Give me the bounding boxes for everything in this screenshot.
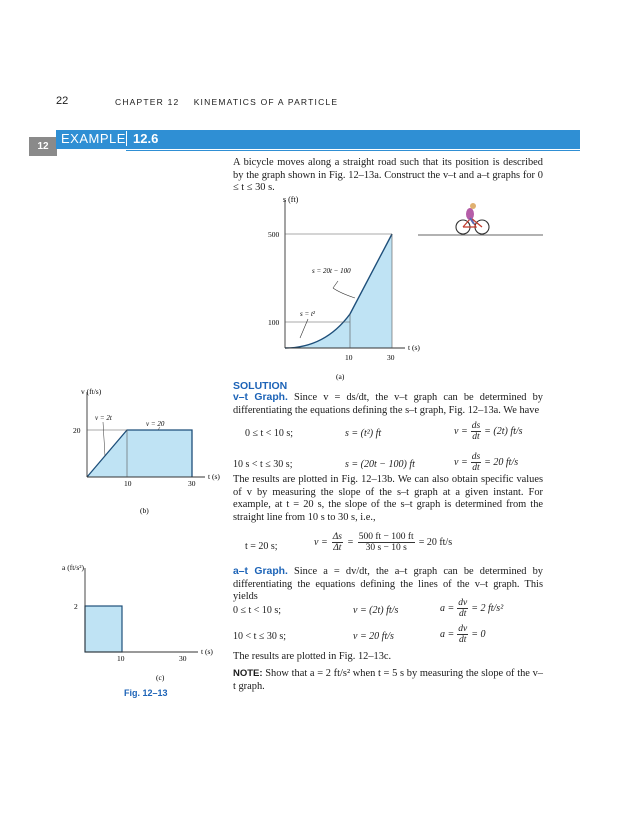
vt-eq2-num: ds <box>471 452 481 462</box>
at-caption: (c) <box>156 673 165 682</box>
example-label: EXAMPLE <box>61 131 126 146</box>
vt-eq3-t: t = 20 s; <box>245 541 278 552</box>
note-text: Show that a = 2 ft/s² when t = 5 s by measuring the slope of the v–t graph. <box>233 668 543 692</box>
vt-eq3-frac1 <box>332 532 343 553</box>
vt-eq2-lhs: v = <box>454 457 468 468</box>
st-ytick-500: 500 <box>268 230 280 239</box>
vt-graph <box>70 382 235 517</box>
at-xtick-10: 10 <box>117 654 125 663</box>
at-xtick-30: 30 <box>179 654 187 663</box>
st-caption: (a) <box>336 372 345 381</box>
at-eq2-den: dt <box>459 635 467 645</box>
st-ytick-100: 100 <box>268 318 280 327</box>
page-number: 22 <box>56 95 69 107</box>
vt-eq3-lhs: v = <box>314 537 328 548</box>
vt-ytick-20: 20 <box>73 426 81 435</box>
at-area <box>85 606 122 652</box>
vt-xtick-30: 30 <box>188 479 196 488</box>
vt-eq1-num: ds <box>471 421 481 431</box>
vt-label-ramp: v = 2t <box>95 414 112 422</box>
vt-eq3-num2: 500 ft − 100 ft <box>358 532 414 542</box>
vt-eq3-den: Δt <box>333 543 342 553</box>
chapter-label: CHAPTER 12 <box>115 97 180 107</box>
vt-eq2-range: 10 s < t ≤ 30 s; <box>233 459 293 470</box>
bicycle-illustration <box>418 200 543 240</box>
st-xtick-10: 10 <box>345 353 353 362</box>
vt-eq2-frac <box>471 452 481 473</box>
problem-statement: A bicycle moves along a straight road such that its position is described by the graph shown in Fig. 12–13a. Construct the v–t and a–t graphs for 0 ≤ t ≤ 30 s. <box>233 157 543 194</box>
at-eq1-lhs: a = <box>440 603 455 614</box>
at-graph <box>60 562 235 687</box>
vt-results: The results are plotted in Fig. 12–13b. We can also obtain specific values of v by measuring the slope of the s–t graph at a given instant. For example, at t = 20 s, the slope of the s–t graph is determined from the straight line from 10 s to 30 s, i.e., <box>233 474 543 523</box>
at-eq2-v: v = 20 ft/s <box>353 631 394 642</box>
vt-eq2-s: s = (20t − 100) ft <box>345 459 415 470</box>
at-eq2-lhs: a = <box>440 629 455 640</box>
vt-eq1-den: dt <box>472 432 480 442</box>
st-ylabel: s (ft) <box>283 195 299 204</box>
chapter-header <box>115 97 338 107</box>
vt-eq3-frac2 <box>358 532 415 553</box>
vt-xlabel: t (s) <box>208 472 220 481</box>
vt-ylabel: v (ft/s) <box>81 387 102 396</box>
vt-intro: Since v = ds/dt, the v–t graph can be determined by differentiating the equations defining the s–t graph, Fig. 12–13a. We have <box>233 392 543 416</box>
vt-eq1-frac <box>471 421 481 442</box>
st-label-line: s = 20t − 100 <box>312 267 351 275</box>
at-ytick-2: 2 <box>74 602 78 611</box>
vt-area <box>87 430 192 477</box>
vt-leader-1 <box>103 422 105 456</box>
st-graph <box>255 188 445 388</box>
at-eq1-den: dt <box>459 609 467 619</box>
at-eq2-frac <box>457 624 468 645</box>
vt-eq1-v <box>454 421 523 442</box>
vt-eq2-den: dt <box>472 463 480 473</box>
st-xlabel: t (s) <box>408 343 420 352</box>
st-label-parabola: s = t² <box>300 310 315 318</box>
vt-eq1-s: s = (t²) ft <box>345 428 382 439</box>
example-number: 12.6 <box>126 131 158 146</box>
vt-heading: v–t Graph. <box>233 392 288 403</box>
vt-eq3-eq: = <box>346 537 354 548</box>
chapter-title: KINEMATICS OF A PARTICLE <box>193 97 339 107</box>
vt-eq3-rhs: = 20 ft/s <box>418 537 453 548</box>
vt-caption: (b) <box>140 506 149 515</box>
vt-xtick-10: 10 <box>124 479 132 488</box>
at-intro: Since a = dv/dt, the a–t graph can be determined by differentiating the equations defining the lines of the v–t graph. This yields <box>233 566 543 603</box>
at-results: The results are plotted in Fig. 12–13c. <box>233 651 392 662</box>
vt-eq3-den2: 30 s − 10 s <box>365 543 407 553</box>
at-eq1-range: 0 ≤ t < 10 s; <box>233 605 282 616</box>
st-xtick-30: 30 <box>387 353 395 362</box>
note-label: NOTE: <box>233 668 263 679</box>
vt-label-flat: v = 20 <box>146 420 165 428</box>
at-eq2-num: dv <box>458 624 468 634</box>
note <box>233 668 543 693</box>
at-eq2-range: 10 < t ≤ 30 s; <box>233 631 287 642</box>
at-eq1-frac <box>457 598 468 619</box>
at-eq1-rhs: = 2 ft/s² <box>471 603 504 614</box>
at-eq1-v: v = (2t) ft/s <box>353 605 399 616</box>
side-chapter-tab: 12 <box>29 137 57 156</box>
vt-eq1-rhs: = (2t) ft/s <box>484 426 523 437</box>
st-leader-1 <box>333 281 338 288</box>
at-eq1-num: dv <box>458 598 468 608</box>
at-heading: a–t Graph. <box>233 566 288 577</box>
at-eq1-a <box>440 598 503 619</box>
vt-eq3-v <box>314 532 452 553</box>
vt-eq1-lhs: v = <box>454 426 468 437</box>
at-xlabel: t (s) <box>201 647 213 656</box>
example-underline <box>126 150 580 151</box>
at-ylabel: a (ft/s²) <box>62 563 85 572</box>
vt-eq2-rhs: = 20 ft/s <box>484 457 519 468</box>
solution-heading: SOLUTION <box>233 380 288 392</box>
vt-eq2-v <box>454 452 518 473</box>
vt-eq3-num: Δs <box>332 532 342 542</box>
figure-caption: Fig. 12–13 <box>124 688 168 698</box>
at-eq2-rhs: = 0 <box>471 629 486 640</box>
vt-eq1-range: 0 ≤ t < 10 s; <box>245 428 294 439</box>
vt-section <box>233 392 543 417</box>
at-eq2-a <box>440 624 485 645</box>
